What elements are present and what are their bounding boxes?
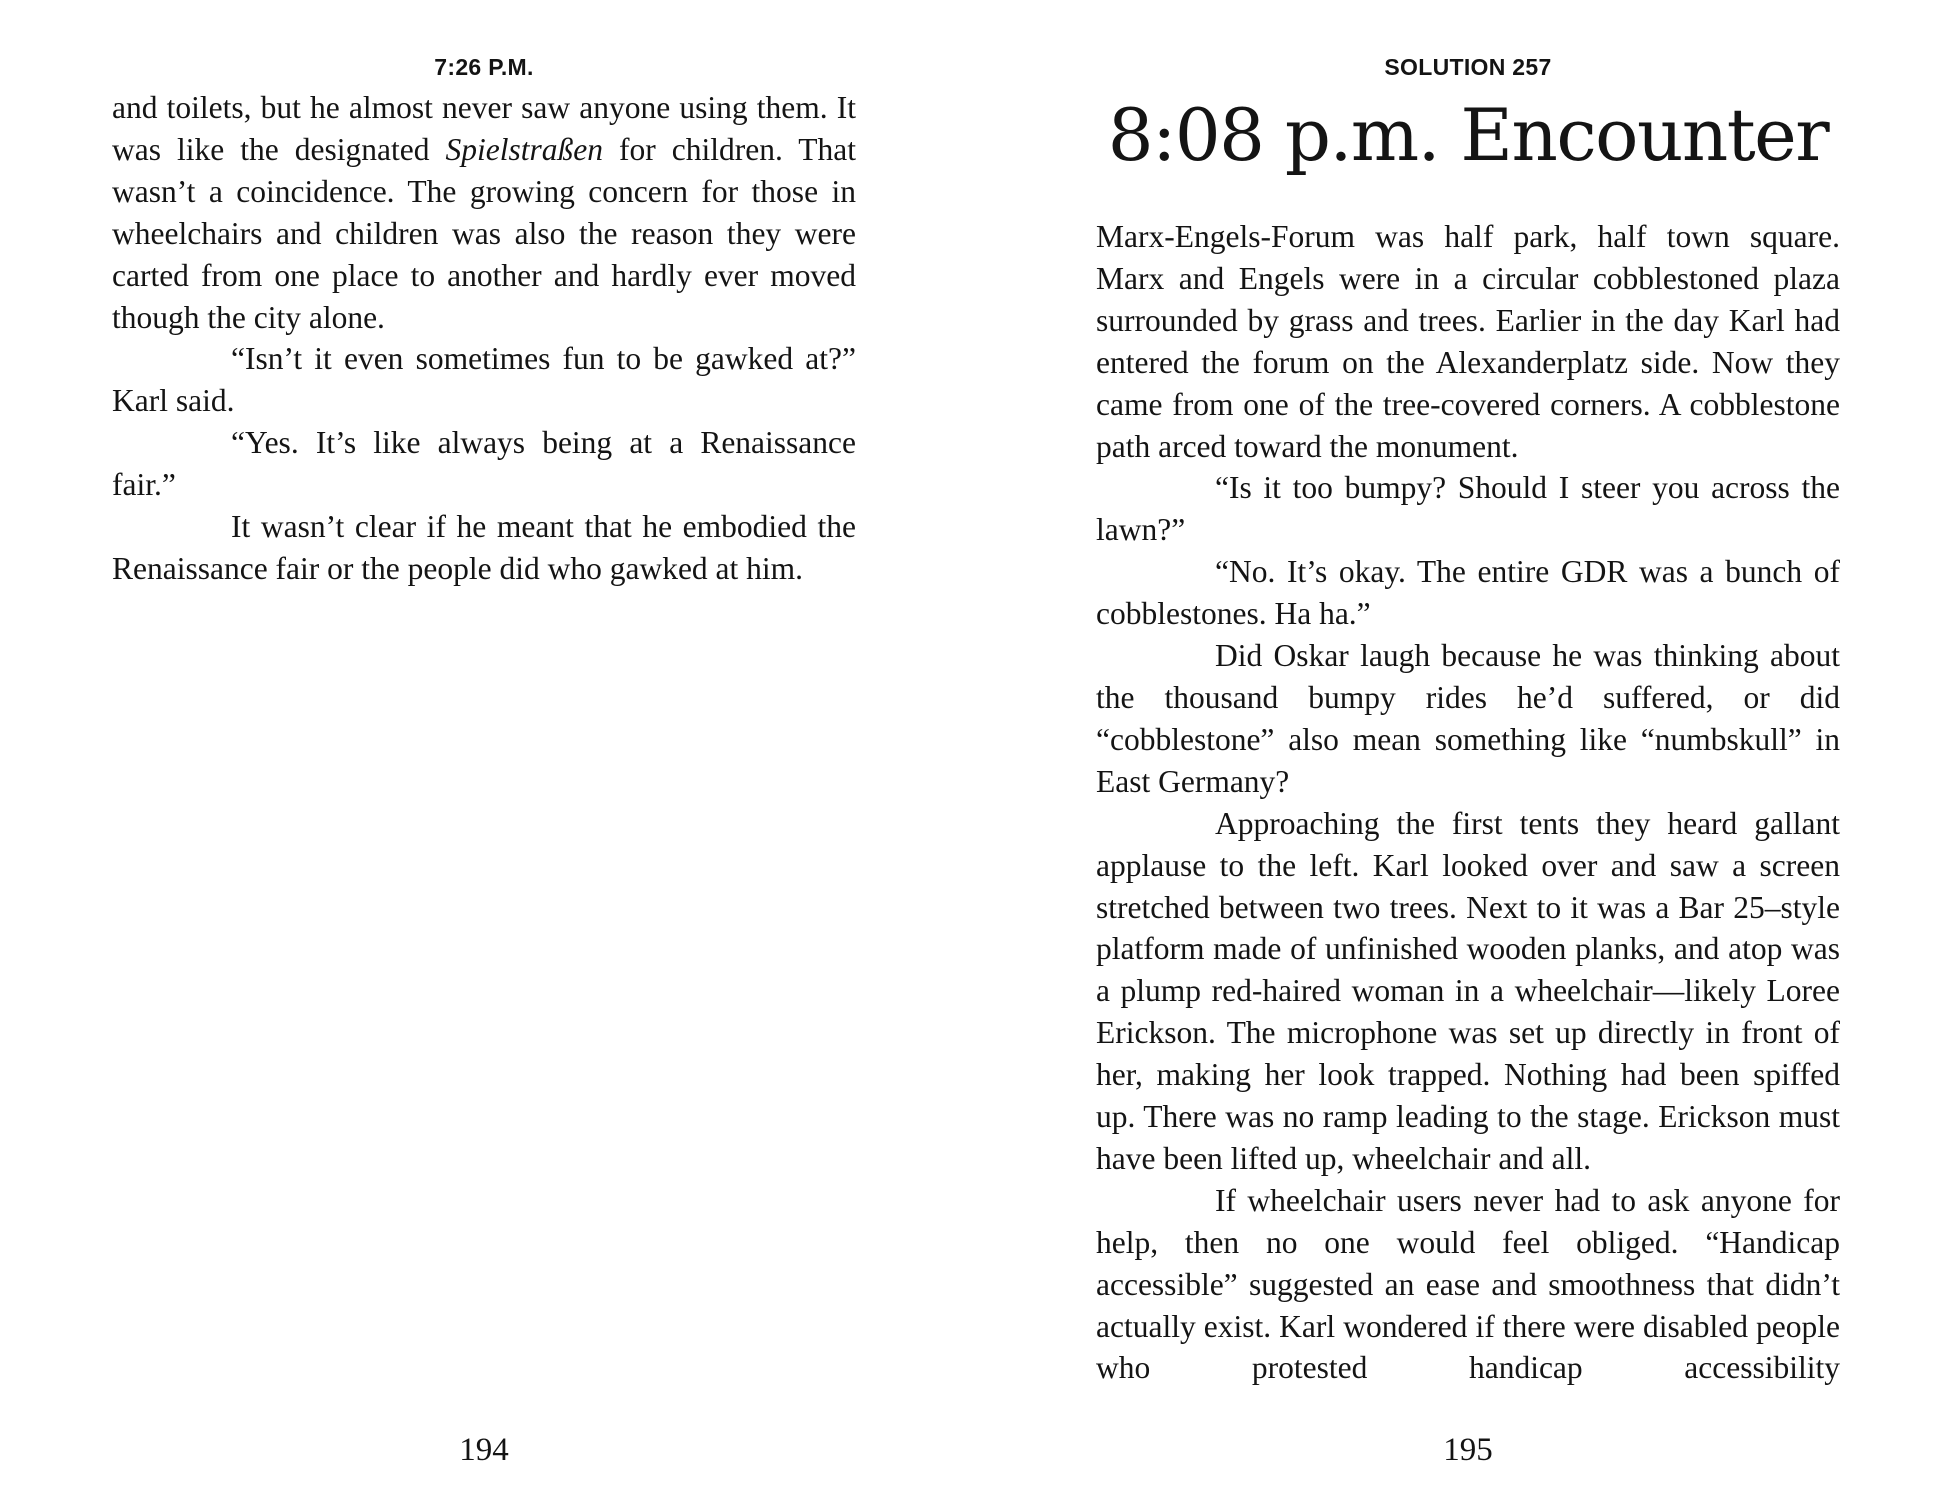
paragraph: Approaching the first tents they heard gallant applause to the left. Karl looked over and saw a screen stretched between two trees. Next to it was a Bar 25–style platform made of unfinished wooden planks, and atop was a plump red-haired woman in a wheelchair—likely Loree Erickson. The microphone was set up directly in front of her, making her look trapped. Nothing had been spiffed up. There was no ramp leading to the stage. Erickson must have been lifted up, wheelchair and all.	[1096, 805, 1840, 1176]
paragraph: Did Oskar laugh because he was thinking about the thousand bumpy rides he’d suffered, or did “cobblestone” also mean something like “numbskull” in East Germany?	[1096, 638, 1840, 799]
chapter-title: 8:08 p.m. Encounter	[1107, 93, 1829, 177]
paragraph: and toilets, but he almost never saw anyone using them. It was like the designated Spielstraßen for children. That wasn’t a coincidence. The growing concern for those in wheelchairs and children was also the reason they were carted from one place to another and hardly ever moved though the city alone.	[112, 90, 856, 335]
page-number-left: 194	[459, 1432, 509, 1468]
right-page-body	[1096, 216, 1840, 1389]
left-page	[0, 0, 970, 1500]
right-page	[970, 0, 1941, 1500]
paragraph: “Yes. It’s like always being at a Renaissance fair.”	[112, 425, 856, 503]
left-page-body	[112, 87, 856, 590]
paragraph: If wheelchair users never had to ask anyone for help, then no one would feel obliged. “Handicap accessible” suggested an ease and smoothness that didn’t actually exist. Karl wondered if there were disabled people who protested handicap accessibility	[1096, 1182, 1840, 1386]
page-number-right: 195	[1443, 1432, 1493, 1468]
paragraph: “Is it too bumpy? Should I steer you across the lawn?”	[1096, 470, 1840, 548]
running-head-right: SOLUTION 257	[1384, 54, 1552, 80]
running-head-left: 7:26 P.M.	[434, 54, 534, 80]
paragraph: Marx-Engels-Forum was half park, half town square. Marx and Engels were in a circular cobblestoned plaza surrounded by grass and trees. Earlier in the day Karl had entered the forum on the Alexanderplatz side. Now they came from one of the tree-covered corners. A cobblestone path arced toward the monument.	[1096, 219, 1840, 464]
italic-term: Spielstraßen	[445, 131, 603, 167]
paragraph: It wasn’t clear if he meant that he embodied the Renaissance fair or the people did who gawked at him.	[112, 509, 856, 586]
paragraph: “Isn’t it even sometimes fun to be gawked at?” Karl said.	[112, 341, 856, 419]
paragraph: “No. It’s okay. The entire GDR was a bunch of cobblestones. Ha ha.”	[1096, 554, 1840, 632]
